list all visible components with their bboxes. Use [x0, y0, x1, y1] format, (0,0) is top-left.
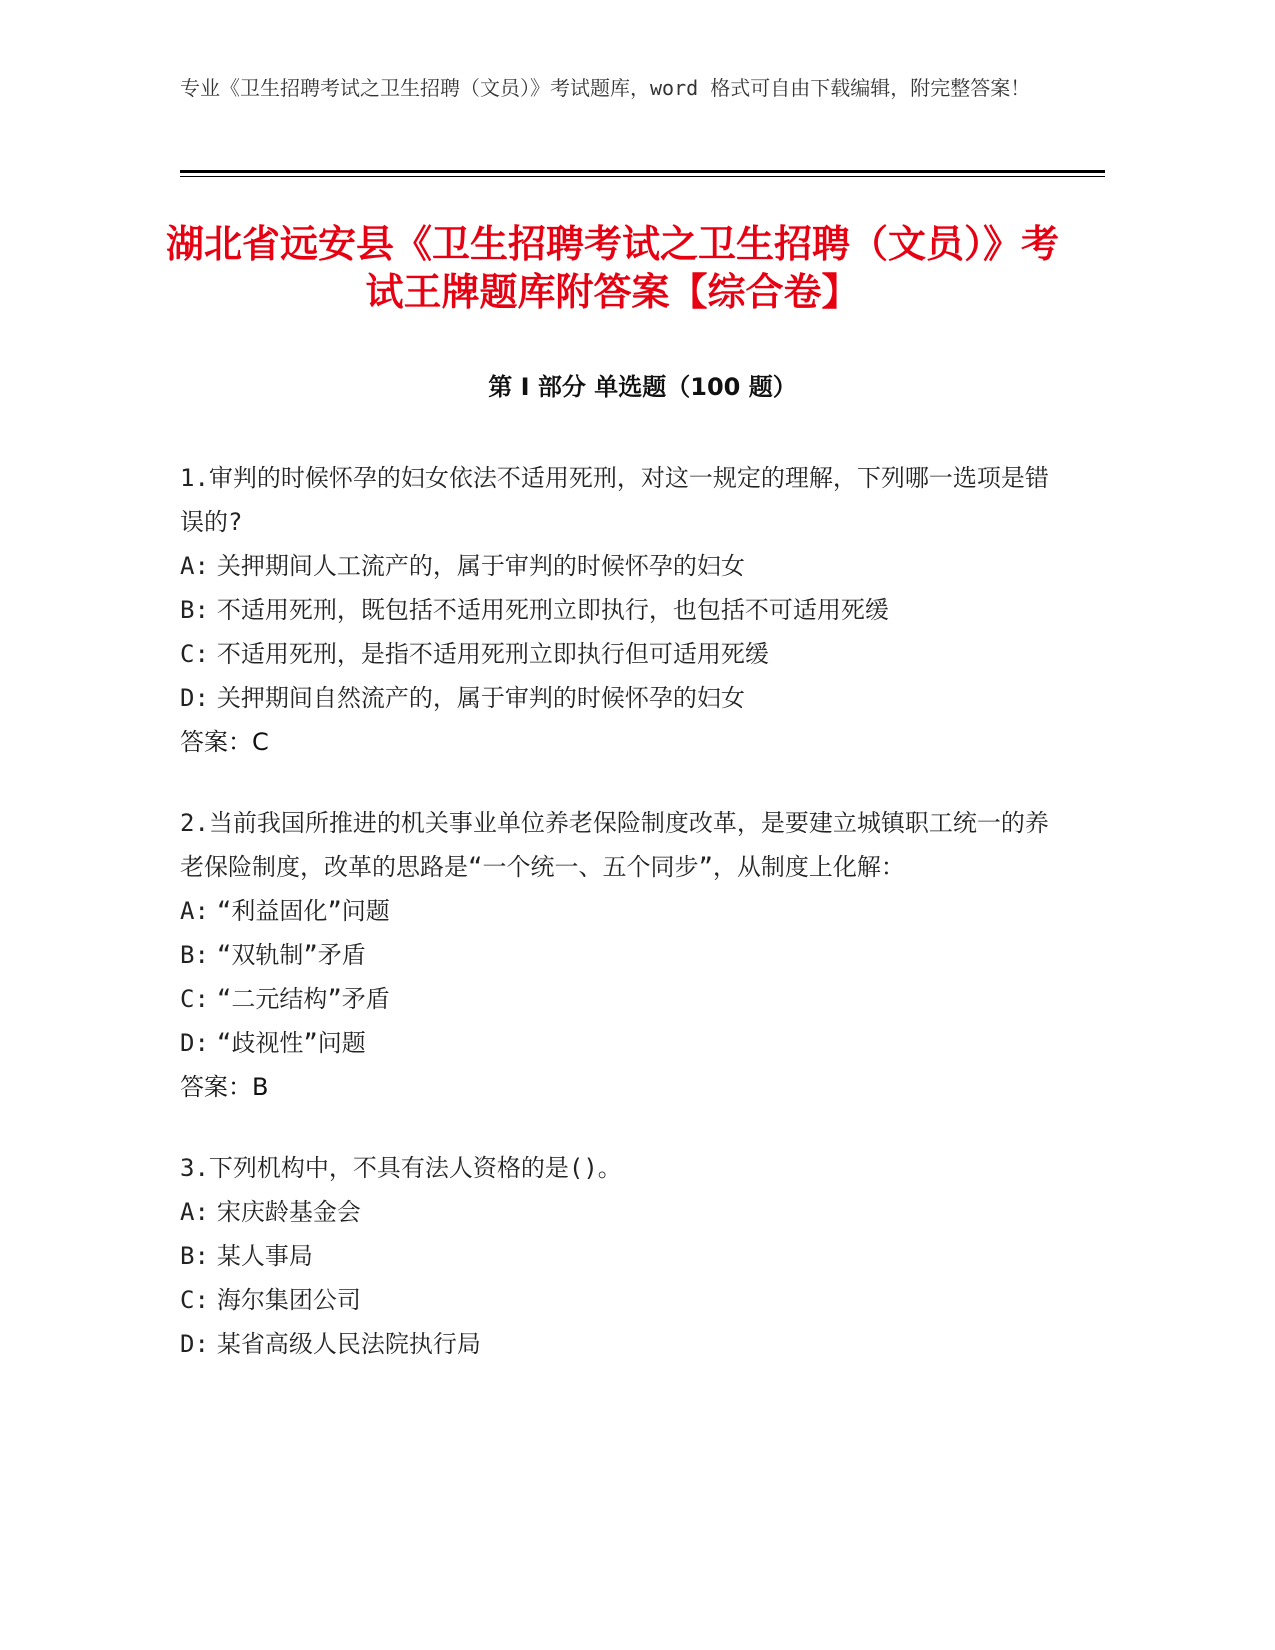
option-b	[180, 1234, 1060, 1278]
question-list	[180, 456, 1060, 1403]
answer: 答案：C	[180, 728, 269, 756]
option-label: B:	[180, 941, 209, 969]
option-text: “利益固化”问题	[216, 897, 390, 925]
option-label: A:	[180, 1198, 209, 1226]
header-divider-thin	[180, 176, 1105, 177]
option-label: A:	[180, 552, 209, 580]
option-text: 不适用死刑，是指不适用死刑立即执行但可适用死缓	[216, 640, 769, 668]
option-c	[180, 1278, 1060, 1322]
option-text: 某人事局	[216, 1242, 313, 1270]
option-label: D:	[180, 684, 209, 712]
option-c	[180, 977, 1060, 1021]
question-stem: 1.审判的时候怀孕的妇女依法不适用死刑，对这一规定的理解，下列哪一选项是错误的?	[180, 464, 1049, 536]
question-stem: 3.下列机构中，不具有法人资格的是()。	[180, 1154, 622, 1182]
option-d	[180, 1021, 1060, 1065]
option-text: “歧视性”问题	[216, 1029, 366, 1057]
option-text: 海尔集团公司	[216, 1286, 361, 1314]
option-d	[180, 676, 1060, 720]
answer: 答案：B	[180, 1073, 269, 1101]
option-label: C:	[180, 640, 209, 668]
header-divider-thick	[180, 170, 1105, 173]
option-text: 关押期间自然流产的，属于审判的时候怀孕的妇女	[216, 684, 745, 712]
section-title: 第 I 部分 单选题（100 题）	[488, 373, 797, 401]
option-c	[180, 632, 1060, 676]
option-a	[180, 889, 1060, 933]
question-1	[180, 456, 1060, 764]
option-b	[180, 933, 1060, 977]
option-text: 不适用死刑，既包括不适用死刑立即执行，也包括不可适用死缓	[216, 596, 889, 624]
option-a	[180, 544, 1060, 588]
option-text: 宋庆龄基金会	[216, 1198, 361, 1226]
option-label: C:	[180, 1286, 209, 1314]
option-label: D:	[180, 1029, 209, 1057]
question-stem: 2.当前我国所推进的机关事业单位养老保险制度改革，是要建立城镇职工统一的养老保险制度，改革的思路是“一个统一、五个同步”，从制度上化解：	[180, 809, 1049, 881]
document-title: 湖北省远安县《卫生招聘考试之卫生招聘（文员）》考试王牌题库附答案【综合卷】	[165, 222, 1059, 314]
option-text: 关押期间人工流产的，属于审判的时候怀孕的妇女	[216, 552, 745, 580]
option-text: “二元结构”矛盾	[216, 985, 390, 1013]
option-label: C:	[180, 985, 209, 1013]
option-label: D:	[180, 1330, 209, 1358]
option-label: A:	[180, 897, 209, 925]
option-d	[180, 1322, 1060, 1366]
option-label: B:	[180, 596, 209, 624]
option-label: B:	[180, 1242, 209, 1270]
question-3	[180, 1146, 1060, 1366]
question-2	[180, 801, 1060, 1109]
option-b	[180, 588, 1060, 632]
header-note: 专业《卫生招聘考试之卫生招聘（文员）》考试题库，word 格式可自由下载编辑，附完整答案！	[180, 76, 1031, 100]
option-text: 某省高级人民法院执行局	[216, 1330, 481, 1358]
option-a	[180, 1190, 1060, 1234]
option-text: “双轨制”矛盾	[216, 941, 366, 969]
